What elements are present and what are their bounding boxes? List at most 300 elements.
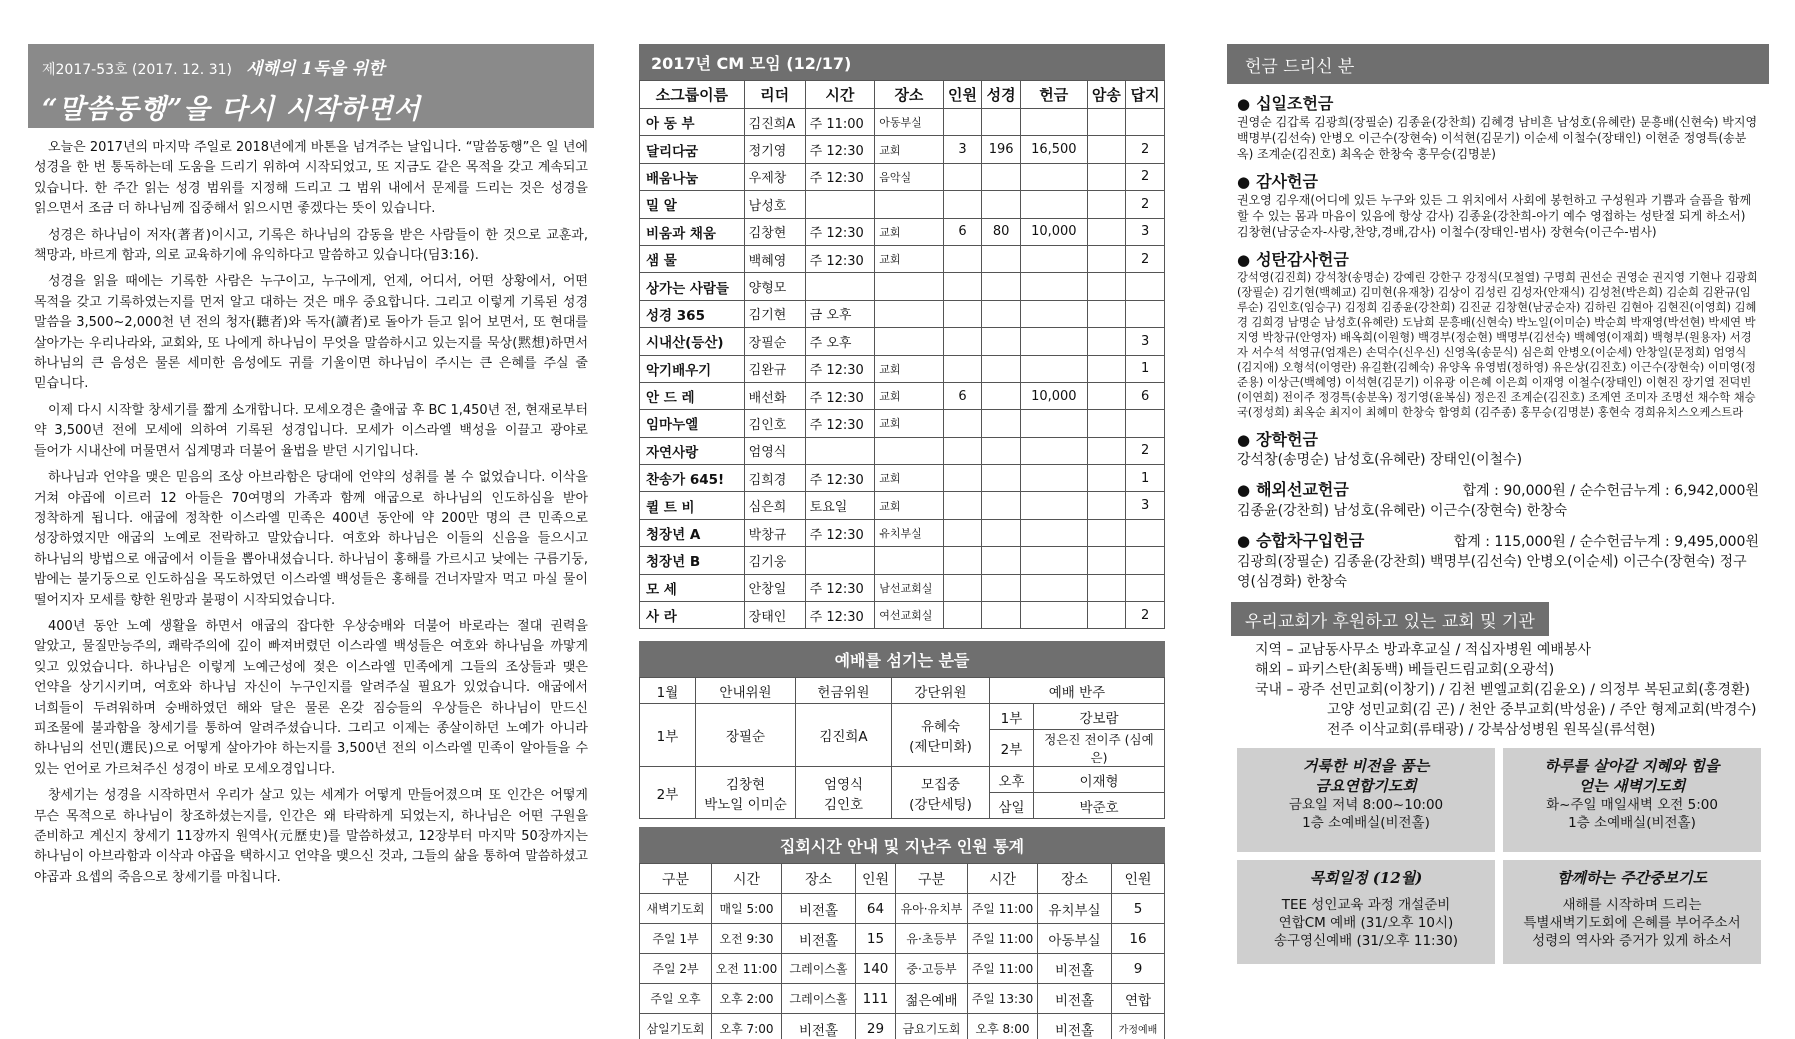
cm-cell <box>1087 492 1126 519</box>
meetings-cell: 그레이스홀 <box>782 984 856 1014</box>
cm-cell <box>943 273 982 300</box>
guide-line: 박노일 이미순 <box>704 796 787 813</box>
meetings-cell: 비전홀 <box>1038 954 1112 984</box>
servers-service: 2부 <box>640 767 696 819</box>
cm-cell <box>943 574 982 601</box>
cm-cell <box>1021 328 1088 355</box>
meetings-cell: 오후 7:00 <box>712 1014 782 1039</box>
support-line: 지역 – 교남동사무소 방과후교실 / 적십자병원 예배봉사 <box>1255 642 1591 658</box>
info-box-line: 금요일 저녁 8:00~10:00 <box>1288 797 1444 813</box>
info-box-line: TEE 성인교육 과정 개설준비 <box>1281 897 1451 913</box>
cm-cell: 주 12:30 <box>805 465 875 492</box>
table-row <box>640 136 1165 163</box>
schedule-column <box>639 44 1165 1039</box>
cm-cell <box>982 465 1021 492</box>
cm-cell <box>805 191 875 218</box>
cm-cell: 아 동 부 <box>640 109 745 136</box>
cm-cell <box>1087 328 1126 355</box>
cm-cell: 3 <box>943 136 982 163</box>
cm-cell: 2 <box>1126 245 1165 272</box>
bullet-icon: ● <box>1237 251 1251 269</box>
info-box-title: 거룩한 비전을 품는 <box>1302 757 1430 775</box>
cm-cell: 주 12:30 <box>805 218 875 245</box>
servers-offering <box>796 767 892 819</box>
support-line: 전주 이삭교회(류태광) / 강북삼성병원 원목실(류석현) <box>1327 722 1656 738</box>
info-box-title: 함께하는 주간중보기도 <box>1556 869 1708 887</box>
cm-cell <box>805 437 875 464</box>
cm-cell <box>982 382 1021 409</box>
mission-total: 합계 : 90,000원 / 순수헌금누계 : 6,942,000원 <box>1462 483 1759 499</box>
info-box-line: 특별새벽기도회에 은혜를 부어주소서 <box>1523 915 1741 931</box>
cm-cell <box>1087 465 1126 492</box>
cm-cell <box>1021 437 1088 464</box>
cm-cell: 남선교회실 <box>875 574 943 601</box>
cm-cell <box>1021 547 1088 574</box>
cm-cell: 청장년 A <box>640 519 745 546</box>
meetings-cell: 비전홀 <box>1038 984 1112 1014</box>
cm-cell: 아동부실 <box>875 109 943 136</box>
cm-cell: 주 12:30 <box>805 602 875 629</box>
info-box-line: 1층 소예배실(비전홀) <box>1568 815 1696 831</box>
mission-section <box>1227 480 1769 521</box>
cm-cell: 2 <box>1126 191 1165 218</box>
editorial-column <box>28 44 594 894</box>
meetings-cell: 주일 1부 <box>640 924 712 954</box>
support-line: 고양 성민교회(김 곤) / 천안 중부교회(박성윤) / 주안 형제교회(박경수) <box>1327 702 1757 718</box>
cm-cell: 주 12:30 <box>805 574 875 601</box>
altar-role: (강단세팅) <box>909 796 972 813</box>
cm-cell <box>943 410 982 437</box>
tithe-section <box>1227 94 1769 162</box>
support-list <box>1227 636 1769 740</box>
cm-cell: 장태인 <box>744 602 805 629</box>
cm-cell: 모 세 <box>640 574 745 601</box>
cm-cell: 3 <box>1126 218 1165 245</box>
cm-cell: 교회 <box>875 245 943 272</box>
cm-cell <box>875 300 943 327</box>
bullet-icon: ● <box>1237 173 1251 191</box>
cm-cell: 여선교회실 <box>875 602 943 629</box>
cm-cell: 시내산(등산) <box>640 328 745 355</box>
cm-cell: 3 <box>1126 328 1165 355</box>
meetings-cell: 유·초등부 <box>896 924 968 954</box>
support-line: 국내 – 광주 선민교회(이창기) / 김천 벧엘교회(김윤오) / 의정부 복된교회(홍경환) <box>1255 682 1750 698</box>
cm-cell: 6 <box>943 382 982 409</box>
meetings-header-cell: 인원 <box>856 864 896 894</box>
cm-cell <box>1021 109 1088 136</box>
cm-cell <box>1021 492 1088 519</box>
cm-cell: 6 <box>1126 382 1165 409</box>
cm-cell <box>1021 273 1088 300</box>
table-row <box>640 547 1165 574</box>
meetings-cell: 매일 5:00 <box>712 894 782 924</box>
cm-cell: 교회 <box>875 465 943 492</box>
cm-cell: 교회 <box>875 382 943 409</box>
cm-cell <box>1087 602 1126 629</box>
editorial-paragraph: 성경을 읽을 때에는 기록한 사람은 누구이고, 누구에게, 언제, 어디서, 어떤 상황에서, 어떤 목적을 갖고 기록하였는지를 먼저 알고 대하는 것은 매우 중요합니다. 그리고 이렇게 기록된 성경 말씀을 3,500~2,000천 년 전의 청자(聽者)와 독자(讀者)로 돌아가 듣고 읽어 보면서, 또 현대를 살아가는 우리나라와, 교회와, 또 나에게 하나님이 무엇을 말씀하시고 있는지를 묵상(黙想)하면서 하나님의 큰 음성은 물론 세미한 음성에도 귀를 기울이면 하나님이 주시는 큰 은혜를 주실 줄 믿습니다. <box>34 274 588 392</box>
cm-cell <box>982 574 1021 601</box>
altar-name: 모집중 <box>920 776 961 793</box>
christmas-names: 강석영(김진희) 강석창(송명순) 강예린 강한구 강정식(모철열) 구명희 권선순 권영순 권지영 기현나 김광희(장필순) 김기현(백혜교) 김미현(유재창) 김상이 김성린 김성자(안재식) 김성천(박은희) 김순희 김완규(임루순) 김인호(임승구) 김정희 김종윤(강찬희) 김진균 김창현(남궁순자) 김하린 김현아 김현진(이영희) 김혜경 김희경 남명순 남성호(유혜란) 도남희 문흥배(신현숙) 박노일(이미순) 박순희 박재영(박선현) 박세연 박지영 박창규(안영자) 배옥희(이원형) 백경부(정순현) 백명부(김선숙) 백혜영(이재희) 백형부(원용자) 서경자 서수석 석영규(엄재은) 손덕수(신우신) 신영옥(송문식) 심은희 안병오(이순세) 안창일(문정희) 엄영식(김지애) 오형석(이영란) 유길환(김혜숙) 유양옥 유영범(정하영) 유은상(김진호) 이근수(장현숙) 이미영(정준용) 이상근(백혜영) 이석현(김문기) 이유광 이은혜 이은희 이재영 이철수(장태인) 이현진 장기열 전덕빈(이연희) 전이주 정경특(송분옥) 정기영(윤복심) 정은진 조계순(김진호) 조계연 조미자 조명선 채수학 채승국(정성희) 최옥순 최지이 최혜미 한창숙 함영희 (김주종) 홍무승(김명분) 홍현숙 경희유치스오케스트라 <box>1237 271 1758 419</box>
cm-cell: 안 드 레 <box>640 382 745 409</box>
meetings-cell: 9 <box>1112 954 1165 984</box>
meetings-cell: 140 <box>856 954 896 984</box>
cm-cell <box>1021 465 1088 492</box>
cm-cell <box>1087 519 1126 546</box>
vehicle-total: 합계 : 115,000원 / 순수헌금누계 : 9,495,000원 <box>1453 534 1759 550</box>
cm-cell: 주 12:30 <box>805 245 875 272</box>
cm-cell <box>943 163 982 190</box>
cm-header-cell: 성경 <box>982 81 1021 109</box>
servers-header-row <box>640 678 1165 704</box>
cm-cell <box>1087 245 1126 272</box>
cm-cell <box>982 273 1021 300</box>
servers-guide: 장필순 <box>696 704 796 767</box>
cm-cell <box>982 300 1021 327</box>
info-box-title: 금요연합기도회 <box>1315 777 1417 795</box>
thanks-heading: 감사헌금 <box>1256 172 1318 191</box>
cm-cell <box>982 519 1021 546</box>
cm-header-cell: 장소 <box>875 81 943 109</box>
acc-service: 2부 <box>990 730 1034 767</box>
cm-cell: 샘 물 <box>640 245 745 272</box>
meetings-cell: 그레이스홀 <box>782 954 856 984</box>
cm-cell: 엄영식 <box>744 437 805 464</box>
mission-heading: 해외선교헌금 <box>1256 480 1349 499</box>
cm-cell <box>875 328 943 355</box>
cm-cell <box>1126 574 1165 601</box>
cm-cell: 우제창 <box>744 163 805 190</box>
acc-name: 강보람 <box>1034 704 1165 730</box>
cm-cell: 2 <box>1126 163 1165 190</box>
cm-cell <box>943 300 982 327</box>
support-line: 해외 – 파키스탄(최동백) 베들린드림교회(오광석) <box>1255 662 1555 678</box>
cm-cell: 정기영 <box>744 136 805 163</box>
meetings-header-cell: 장소 <box>782 864 856 894</box>
cm-cell: 찬송가 645! <box>640 465 745 492</box>
acc-name: 박준호 <box>1034 793 1165 819</box>
servers-altar-header: 강단위원 <box>892 678 990 704</box>
cm-cell: 주 12:30 <box>805 136 875 163</box>
meetings-cell: 비전홀 <box>782 924 856 954</box>
guide-line: 김창현 <box>725 776 766 793</box>
servers-altar <box>892 767 990 819</box>
cm-cell: 주 오후 <box>805 328 875 355</box>
bullet-icon: ● <box>1237 431 1251 449</box>
cm-cell: 교회 <box>875 492 943 519</box>
vehicle-section <box>1227 531 1769 592</box>
cm-cell: 교회 <box>875 355 943 382</box>
info-box <box>1503 860 1761 964</box>
meetings-cell: 비전홀 <box>782 894 856 924</box>
meetings-cell: 비전홀 <box>782 1014 856 1039</box>
cm-header-cell: 답지 <box>1126 81 1165 109</box>
cm-cell: 교회 <box>875 136 943 163</box>
support-title: 우리교회가 후원하고 있는 교회 및 기관 <box>1231 602 1549 636</box>
info-box-line: 화~주일 매일새벽 오전 5:00 <box>1546 797 1718 813</box>
cm-cell: 음악실 <box>875 163 943 190</box>
meetings-cell: 111 <box>856 984 896 1014</box>
meetings-cell: 유아·유치부 <box>896 894 968 924</box>
cm-cell <box>875 437 943 464</box>
cm-cell: 2 <box>1126 437 1165 464</box>
acc-name: 정은진 전이주 (심예은) <box>1034 730 1165 767</box>
cm-cell <box>943 109 982 136</box>
editorial-paragraph: 이제 다시 시작할 창세기를 짧게 소개합니다. 모세오경은 출애굽 후 BC 1,450년 전, 현재로부터 약 3,500년 전에 모세에 의하여 기록된 성경입니다. 모세가 이스라엘 백성을 이끌고 광야로 들어가 시내산에 머물면서 십계명과 더불어 율법을 받던 시기입니다. <box>34 402 588 459</box>
cm-cell: 양형모 <box>744 273 805 300</box>
cm-cell <box>805 273 875 300</box>
cm-cell <box>1021 574 1088 601</box>
scholarship-names: 강석창(송명순) 남성호(유혜란) 장태인(이철수) <box>1237 452 1523 468</box>
info-box <box>1503 748 1761 852</box>
cm-cell <box>875 191 943 218</box>
cm-cell <box>1087 547 1126 574</box>
cm-title: 2017년 CM 모임 (12/17) <box>639 44 1165 80</box>
cm-cell <box>943 547 982 574</box>
meetings-cell: 64 <box>856 894 896 924</box>
meetings-cell: 주일 13:30 <box>968 984 1038 1014</box>
servers-service: 1부 <box>640 704 696 767</box>
cm-cell: 김인호 <box>744 410 805 437</box>
servers-table <box>639 677 1165 819</box>
cm-cell <box>982 328 1021 355</box>
cm-cell <box>943 245 982 272</box>
meetings-cell: 29 <box>856 1014 896 1039</box>
cm-cell <box>1087 300 1126 327</box>
tithe-heading: 십일조헌금 <box>1256 94 1334 113</box>
cm-cell <box>1087 574 1126 601</box>
cm-cell: 김창현 <box>744 218 805 245</box>
cm-cell <box>1087 273 1126 300</box>
meetings-cell: 연합 <box>1112 984 1165 1014</box>
meetings-header-cell: 인원 <box>1112 864 1165 894</box>
cm-cell <box>1126 300 1165 327</box>
table-row <box>640 328 1165 355</box>
info-box-title: 얻는 새벽기도회 <box>1578 777 1686 795</box>
thanks-names: 권오영 김우재(어디에 있든 누구와 있든 그 위치에서 사회에 봉헌하고 구성원과 기쁨과 슬픔을 함께 할 수 있는 몸과 마음이 있음에 항상 감사) 김종윤(강찬희-아기 예수 영접하는 성탄절 되게 하소서) 김창현(남궁순자-사랑,찬양,경배,감사) 이철수(장태인-범사) 장현숙(이근수-범사) <box>1237 193 1752 239</box>
table-row <box>640 218 1165 245</box>
cm-cell: 196 <box>982 136 1021 163</box>
meetings-cell: 오전 11:00 <box>712 954 782 984</box>
cm-cell <box>982 355 1021 382</box>
meetings-table <box>639 863 1165 1039</box>
servers-guide-header: 안내위원 <box>696 678 796 704</box>
cm-cell: 상가는 사람들 <box>640 273 745 300</box>
bullet-icon: ● <box>1237 481 1251 499</box>
altar-name: 유혜숙 <box>920 719 961 736</box>
cm-cell <box>1126 273 1165 300</box>
table-row <box>640 109 1165 136</box>
cm-cell <box>1021 191 1088 218</box>
cm-cell: 주 12:30 <box>805 410 875 437</box>
cm-cell <box>1087 410 1126 437</box>
cm-header-cell: 시간 <box>805 81 875 109</box>
christmas-section <box>1227 250 1769 420</box>
cm-cell <box>943 519 982 546</box>
cm-cell: 주 12:30 <box>805 163 875 190</box>
editorial-paragraph: 400년 동안 노예 생활을 하면서 애굽의 잡다한 우상숭배와 더불어 바로라는 절대 권력을 알았고, 물질만능주의, 쾌락주의에 깊이 빠져버렸던 이스라엘 백성들은 여호와 하나님을 까맣게 잊고 있었습니다. 하나님은 이렇게 노예근성에 젖은 이스라엘 민족에게 그들의 조상들과 맺은 언약을 상기시키며, 여호와 하나님 자신이 누구인지를 알려주실 필요가 있었습니다. 애굽에서 너희들이 두려워하며 숭배하였던 해와 달은 물론 온갖 짐승들의 우상들은 하나님이 만드신 피조물에 불과함을 창세기를 통하여 알려주셨습니다. 그리고 이제는 종살이하던 노예가 아니라 하나님의 선민(選民)으로 어떻게 살아가야 하는지를 3,500년 전의 이스라엘 민족이 알아들을 수 있는 언어로 가르쳐주신 성경이 바로 모세오경입니다. <box>34 618 588 777</box>
cm-cell: 안창일 <box>744 574 805 601</box>
cm-cell <box>1126 519 1165 546</box>
mission-names: 김종윤(강찬희) 남성호(유혜란) 이근수(장현숙) 한창숙 <box>1237 503 1568 519</box>
cm-cell: 김진희A <box>744 109 805 136</box>
tithe-names: 권영순 김갑록 김광희(장필순) 김종윤(강찬희) 김혜경 남비흔 남성호(유혜란) 문흥배(신현숙) 박지영 백명부(김선숙) 안병오 이근수(장현숙) 이석현(김문기) 이순세 이철수(장태인) 이현준 정영특(송분옥) 조계순(김진호) 최옥순 한창숙 홍무승(김명분) <box>1237 115 1758 161</box>
cm-cell <box>943 355 982 382</box>
acc-name: 이재형 <box>1034 767 1165 793</box>
cm-cell: 주 11:00 <box>805 109 875 136</box>
cm-cell: 퀼 트 비 <box>640 492 745 519</box>
cm-cell: 1 <box>1126 355 1165 382</box>
cm-cell: 심은희 <box>744 492 805 519</box>
editorial-paragraph: 창세기는 성경을 시작하면서 우리가 살고 있는 세계가 어떻게 만들어졌으며 또 인간은 어떻게 무슨 목적으로 하나님이 창조하셨는지를, 인간은 왜 타락하게 되었는지, 하나님은 어떤 구원을 준비하고 계신지 창세기 11장까지 원역사(元歷史)를 말씀하셨고, 12장부터 마지막 50장까지는 하나님이 아브라함과 이삭과 야곱을 택하시고 언약을 맺으신 것과, 그들의 삶을 통하여 말씀하셨고 야곱과 요셉의 죽음으로 창세기를 마칩니다. <box>34 788 588 885</box>
cm-cell: 김기웅 <box>744 547 805 574</box>
cm-cell: 10,000 <box>1021 218 1088 245</box>
cm-cell: 교회 <box>875 410 943 437</box>
cm-cell <box>805 547 875 574</box>
cm-cell <box>982 547 1021 574</box>
cm-cell <box>1087 136 1126 163</box>
scholarship-section <box>1227 430 1769 470</box>
table-row <box>640 602 1165 629</box>
cm-cell: 16,500 <box>1021 136 1088 163</box>
meetings-cell: 오후 8:00 <box>968 1014 1038 1039</box>
cm-cell <box>875 547 943 574</box>
meetings-cell: 중·고등부 <box>896 954 968 984</box>
meetings-cell: 15 <box>856 924 896 954</box>
info-box-line: 성령의 역사와 증거가 있게 하소서 <box>1532 933 1732 949</box>
info-box-line: 새해를 시작하며 드리는 <box>1562 897 1702 913</box>
cm-cell: 성경 365 <box>640 300 745 327</box>
cm-cell <box>1021 519 1088 546</box>
cm-cell <box>943 437 982 464</box>
cm-cell: 2 <box>1126 602 1165 629</box>
servers-row <box>640 704 1165 730</box>
cm-cell: 장필순 <box>744 328 805 355</box>
editorial-header <box>28 44 594 128</box>
meetings-cell: 삼일기도회 <box>640 1014 712 1039</box>
cm-cell <box>1021 245 1088 272</box>
cm-cell <box>1087 382 1126 409</box>
info-box-line: 연합CM 예배 (31/오후 10시) <box>1278 915 1454 931</box>
cm-cell <box>982 602 1021 629</box>
cm-cell <box>943 492 982 519</box>
table-row <box>640 273 1165 300</box>
offering-title: 헌금 드리신 분 <box>1227 44 1769 84</box>
cm-cell <box>875 273 943 300</box>
cm-cell <box>1087 191 1126 218</box>
cm-header-cell: 헌금 <box>1021 81 1088 109</box>
cm-cell <box>943 465 982 492</box>
meetings-cell: 주일 2부 <box>640 954 712 984</box>
cm-cell: 남성호 <box>744 191 805 218</box>
servers-offering: 김진희A <box>796 704 892 767</box>
cm-cell: 달리다굼 <box>640 136 745 163</box>
cm-cell: 주 12:30 <box>805 355 875 382</box>
info-box-line: 송구영신예배 (31/오후 11:30) <box>1273 933 1459 949</box>
editorial-paragraph: 성경은 하나님이 저자(著者)이시고, 기록은 하나님의 감동을 받은 사람들이 한 것으로 교훈과, 책망과, 바르게 함과, 의로 교육하기에 유익하다고 말씀하고 있습니다(딤3:16). <box>34 227 588 264</box>
meetings-header-cell: 시간 <box>712 864 782 894</box>
table-row <box>640 382 1165 409</box>
table-row <box>640 465 1165 492</box>
meetings-header-row <box>640 864 1165 894</box>
meetings-cell: 오전 9:30 <box>712 924 782 954</box>
cm-cell: 주 12:30 <box>805 519 875 546</box>
cm-cell <box>1126 547 1165 574</box>
servers-month: 1월 <box>640 678 696 704</box>
servers-guide <box>696 767 796 819</box>
meetings-header-cell: 장소 <box>1038 864 1112 894</box>
servers-title: 예배를 섬기는 분들 <box>639 641 1165 677</box>
cm-cell: 2 <box>1126 136 1165 163</box>
cm-cell <box>1126 109 1165 136</box>
cm-table <box>639 80 1165 629</box>
vehicle-names: 김광희(장필순) 김종윤(강찬희) 백명부(김선숙) 안병오(이순세) 이근수(장현숙) 정구영(심경화) 한창숙 <box>1237 554 1747 590</box>
thanks-section <box>1227 172 1769 240</box>
altar-role: (제단미화) <box>909 739 972 756</box>
cm-cell <box>1021 163 1088 190</box>
cm-cell: 1 <box>1126 465 1165 492</box>
cm-cell: 배움나눔 <box>640 163 745 190</box>
info-box-title: 목회일정 (12월) <box>1309 869 1423 887</box>
issue-number: 제2017-53호 (2017. 12. 31) <box>42 62 232 78</box>
cm-cell <box>1021 355 1088 382</box>
cm-cell: 80 <box>982 218 1021 245</box>
cm-cell <box>1087 437 1126 464</box>
cm-cell <box>982 163 1021 190</box>
cm-cell: 배선화 <box>744 382 805 409</box>
meetings-title: 집회시간 안내 및 지난주 인원 통계 <box>639 827 1165 863</box>
cm-cell <box>982 437 1021 464</box>
meetings-cell: 유치부실 <box>1038 894 1112 924</box>
bullet-icon: ● <box>1237 532 1251 550</box>
cm-cell <box>1021 410 1088 437</box>
cm-header-row <box>640 81 1165 109</box>
table-row <box>640 492 1165 519</box>
meetings-header-cell: 시간 <box>968 864 1038 894</box>
table-row <box>640 245 1165 272</box>
info-box <box>1237 860 1495 964</box>
cm-cell: 3 <box>1126 492 1165 519</box>
editorial-title: “말씀동행”을 다시 시작하면서 <box>42 94 421 125</box>
cm-cell <box>1087 163 1126 190</box>
cm-cell: 김기현 <box>744 300 805 327</box>
cm-cell <box>943 191 982 218</box>
table-row <box>640 984 1165 1014</box>
meetings-cell: 새벽기도회 <box>640 894 712 924</box>
cm-header-cell: 리더 <box>744 81 805 109</box>
meetings-cell: 주일 11:00 <box>968 924 1038 954</box>
meetings-cell: 비전홀 <box>1038 1014 1112 1039</box>
cm-cell <box>1087 109 1126 136</box>
servers-accompany-header: 예배 반주 <box>990 678 1165 704</box>
cm-cell: 김완규 <box>744 355 805 382</box>
cm-cell: 10,000 <box>1021 382 1088 409</box>
meetings-cell: 5 <box>1112 894 1165 924</box>
vehicle-heading: 승합차구입헌금 <box>1256 531 1365 550</box>
scholarship-heading: 장학헌금 <box>1256 430 1318 449</box>
cm-cell: 6 <box>943 218 982 245</box>
cm-cell <box>1087 218 1126 245</box>
meetings-cell: 가정예배 <box>1112 1014 1165 1039</box>
info-box <box>1237 748 1495 852</box>
table-row <box>640 1014 1165 1039</box>
editorial-paragraph: 오늘은 2017년의 마지막 주일로 2018년에게 바톤을 넘겨주는 날입니다. “말씀동행”은 일 년에 성경을 한 번 통독하는데 도움을 드리기 위하여 시작되었고, 또 지금도 같은 목적을 갖고 계속되고 있습니다. 한 주간 읽는 성경 범위를 지정해 드리고 그 범위 내에서 문제를 드리는 것은 성경을 읽으면서 조금 더 하나님께 집중해서 읽으시면 좋겠다는 뜻이 있습니다. <box>34 140 588 217</box>
cm-cell <box>982 410 1021 437</box>
info-boxes <box>1227 740 1769 964</box>
servers-altar <box>892 704 990 767</box>
table-row <box>640 163 1165 190</box>
cm-cell <box>1021 300 1088 327</box>
